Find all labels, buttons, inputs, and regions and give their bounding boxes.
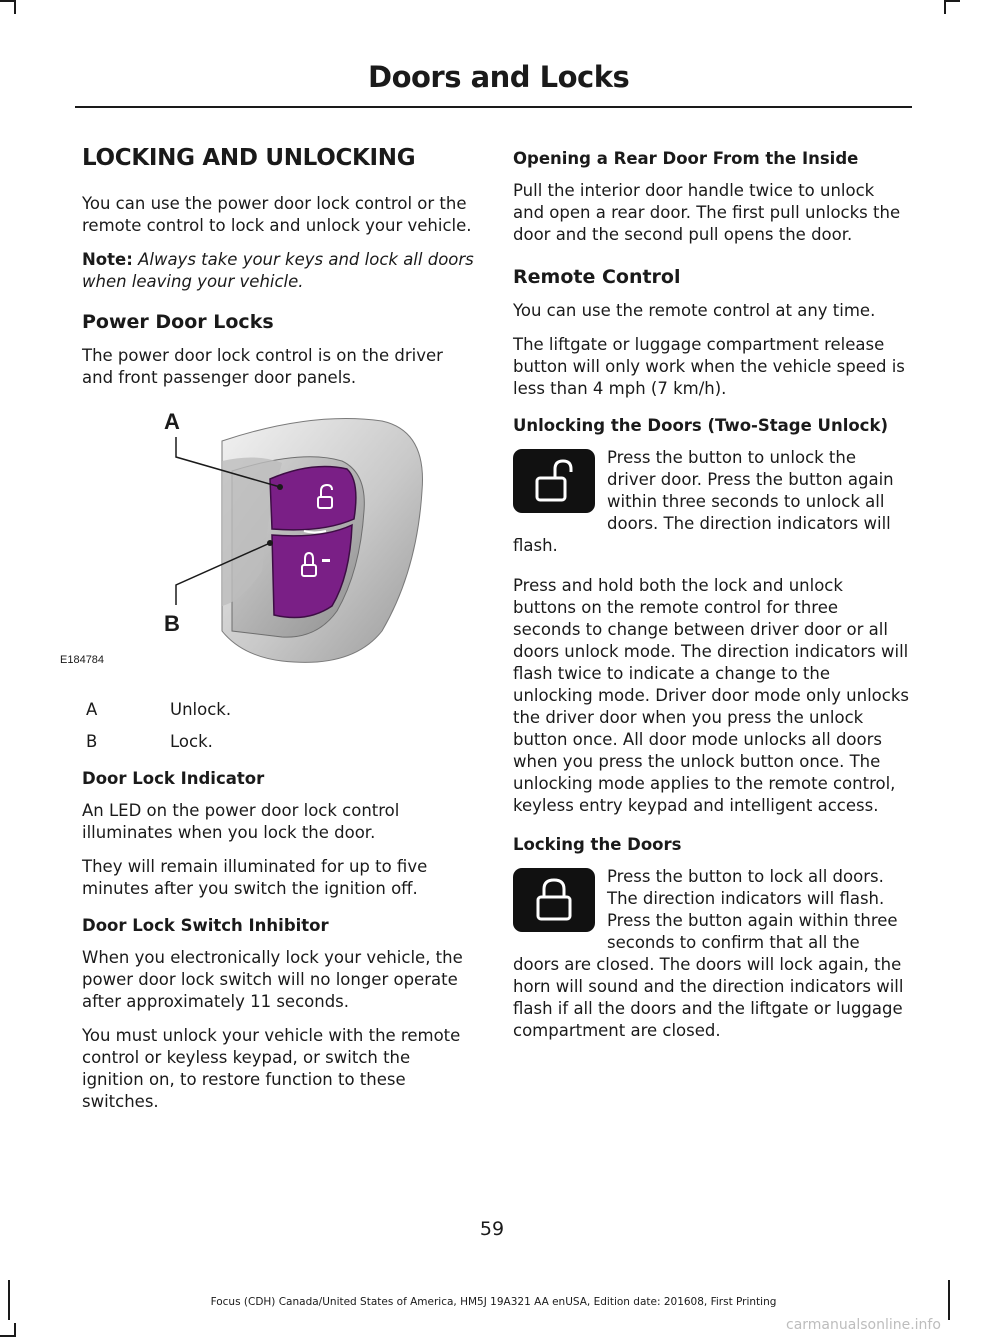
lock-icon [513, 868, 595, 932]
intro-paragraph: You can use the power door lock control or the remote control to lock and unlock your vehicle. [82, 194, 472, 235]
crop-mark [944, 0, 946, 14]
lock-instruction [513, 866, 909, 1042]
crop-mark [948, 1280, 950, 1320]
locking-heading: Locking the Doors [513, 835, 682, 854]
legend-key: A [86, 700, 98, 719]
unlock-instruction [513, 447, 909, 557]
remote-paragraph-2: The liftgate or luggage compartment release button will only work when the vehicle speed is less than 4 mph (7 km/h). [513, 335, 905, 398]
footer-text: Focus (CDH) Canada/United States of America, HM5J 19A321 AA enUSA, Edition date: 201608, First Printing [210, 1296, 777, 1308]
rear-door-heading: Opening a Rear Door From the Inside [513, 149, 859, 168]
door-lock-indicator-heading: Door Lock Indicator [82, 769, 265, 788]
note-label: Note: [82, 250, 133, 269]
note-paragraph [82, 249, 474, 293]
crop-mark [0, 0, 14, 2]
inhibitor-paragraph-1: When you electronically lock your vehicle, the power door lock switch will no longer operate after approximately 11 seconds. [82, 948, 463, 1011]
figure-label-a: A [164, 409, 180, 434]
unlock-icon [513, 449, 595, 513]
lock-paragraph-1: Press the button to lock all doors. The direction indicators will flash. Press the button again within three seconds to confirm that all the doors are closed. The doors will lock again, the horn will sound and the direction indicators will flash if all the doors and the liftgate or luggage compartment are closed. [513, 867, 904, 1040]
page-header-title: Doors and Locks [368, 60, 630, 94]
crop-mark [8, 1280, 10, 1320]
remote-control-heading: Remote Control [513, 266, 681, 288]
legend-row [82, 699, 474, 721]
rear-door-text: Pull the interior door handle twice to unlock and open a rear door. The first pull unlocks the door and the second pull opens the door. [513, 181, 901, 244]
unlock-button-shape [270, 467, 356, 530]
legend-value: Lock. [170, 732, 213, 751]
header-rule [75, 106, 912, 108]
door-lock-control-figure [60, 401, 472, 681]
crop-mark [14, 1323, 16, 1337]
note-text: Always take your keys and lock all doors when leaving your vehicle. [82, 250, 474, 291]
inhibitor-paragraph-2: You must unlock your vehicle with the remote control or keyless keypad, or switch the ignition on, to restore function to these switches. [82, 1026, 461, 1111]
crop-mark [946, 0, 960, 2]
unlock-paragraph-2: Press and hold both the lock and unlock buttons on the remote control for three seconds to change between driver door or all doors unlock mode. The direction indicators will flash twice to indicate a change to the unlocking mode. Driver door mode only unlocks the driver door when you press the unlock button once. All door mode unlocks all doors when you press the unlock button once. The unlocking mode applies to the remote control, keyless entry keypad and intelligent access. [513, 576, 909, 815]
right-column [513, 145, 909, 1054]
legend-row [82, 731, 474, 753]
indicator-paragraph-1: An LED on the power door lock control illuminates when you lock the door. [82, 801, 400, 842]
legend-key: B [86, 732, 98, 751]
watermark: carmanualsonline.info [786, 1317, 941, 1333]
power-door-locks-text: The power door lock control is on the driver and front passenger door panels. [82, 346, 443, 387]
switch-inhibitor-heading: Door Lock Switch Inhibitor [82, 916, 329, 935]
left-column [60, 145, 474, 1125]
legend-value: Unlock. [170, 700, 232, 719]
indicator-paragraph-2: They will remain illuminated for up to five minutes after you switch the ignition off. [82, 857, 428, 898]
crop-mark [14, 0, 16, 14]
figure-code: E184784 [60, 654, 105, 666]
unlock-paragraph-1: Press the button to unlock the driver door. Press the button again within three seconds to unlock all doors. The direction indicators will flash. [513, 448, 894, 555]
power-door-locks-heading: Power Door Locks [82, 311, 274, 333]
page-number: 59 [479, 1218, 505, 1240]
figure-label-b: B [164, 611, 180, 636]
remote-paragraph-1: You can use the remote control at any time. [513, 301, 876, 320]
section-heading: LOCKING AND UNLOCKING [82, 145, 416, 171]
unlocking-heading: Unlocking the Doors (Two-Stage Unlock) [513, 416, 888, 435]
door-lock-control-illustration [60, 401, 472, 681]
